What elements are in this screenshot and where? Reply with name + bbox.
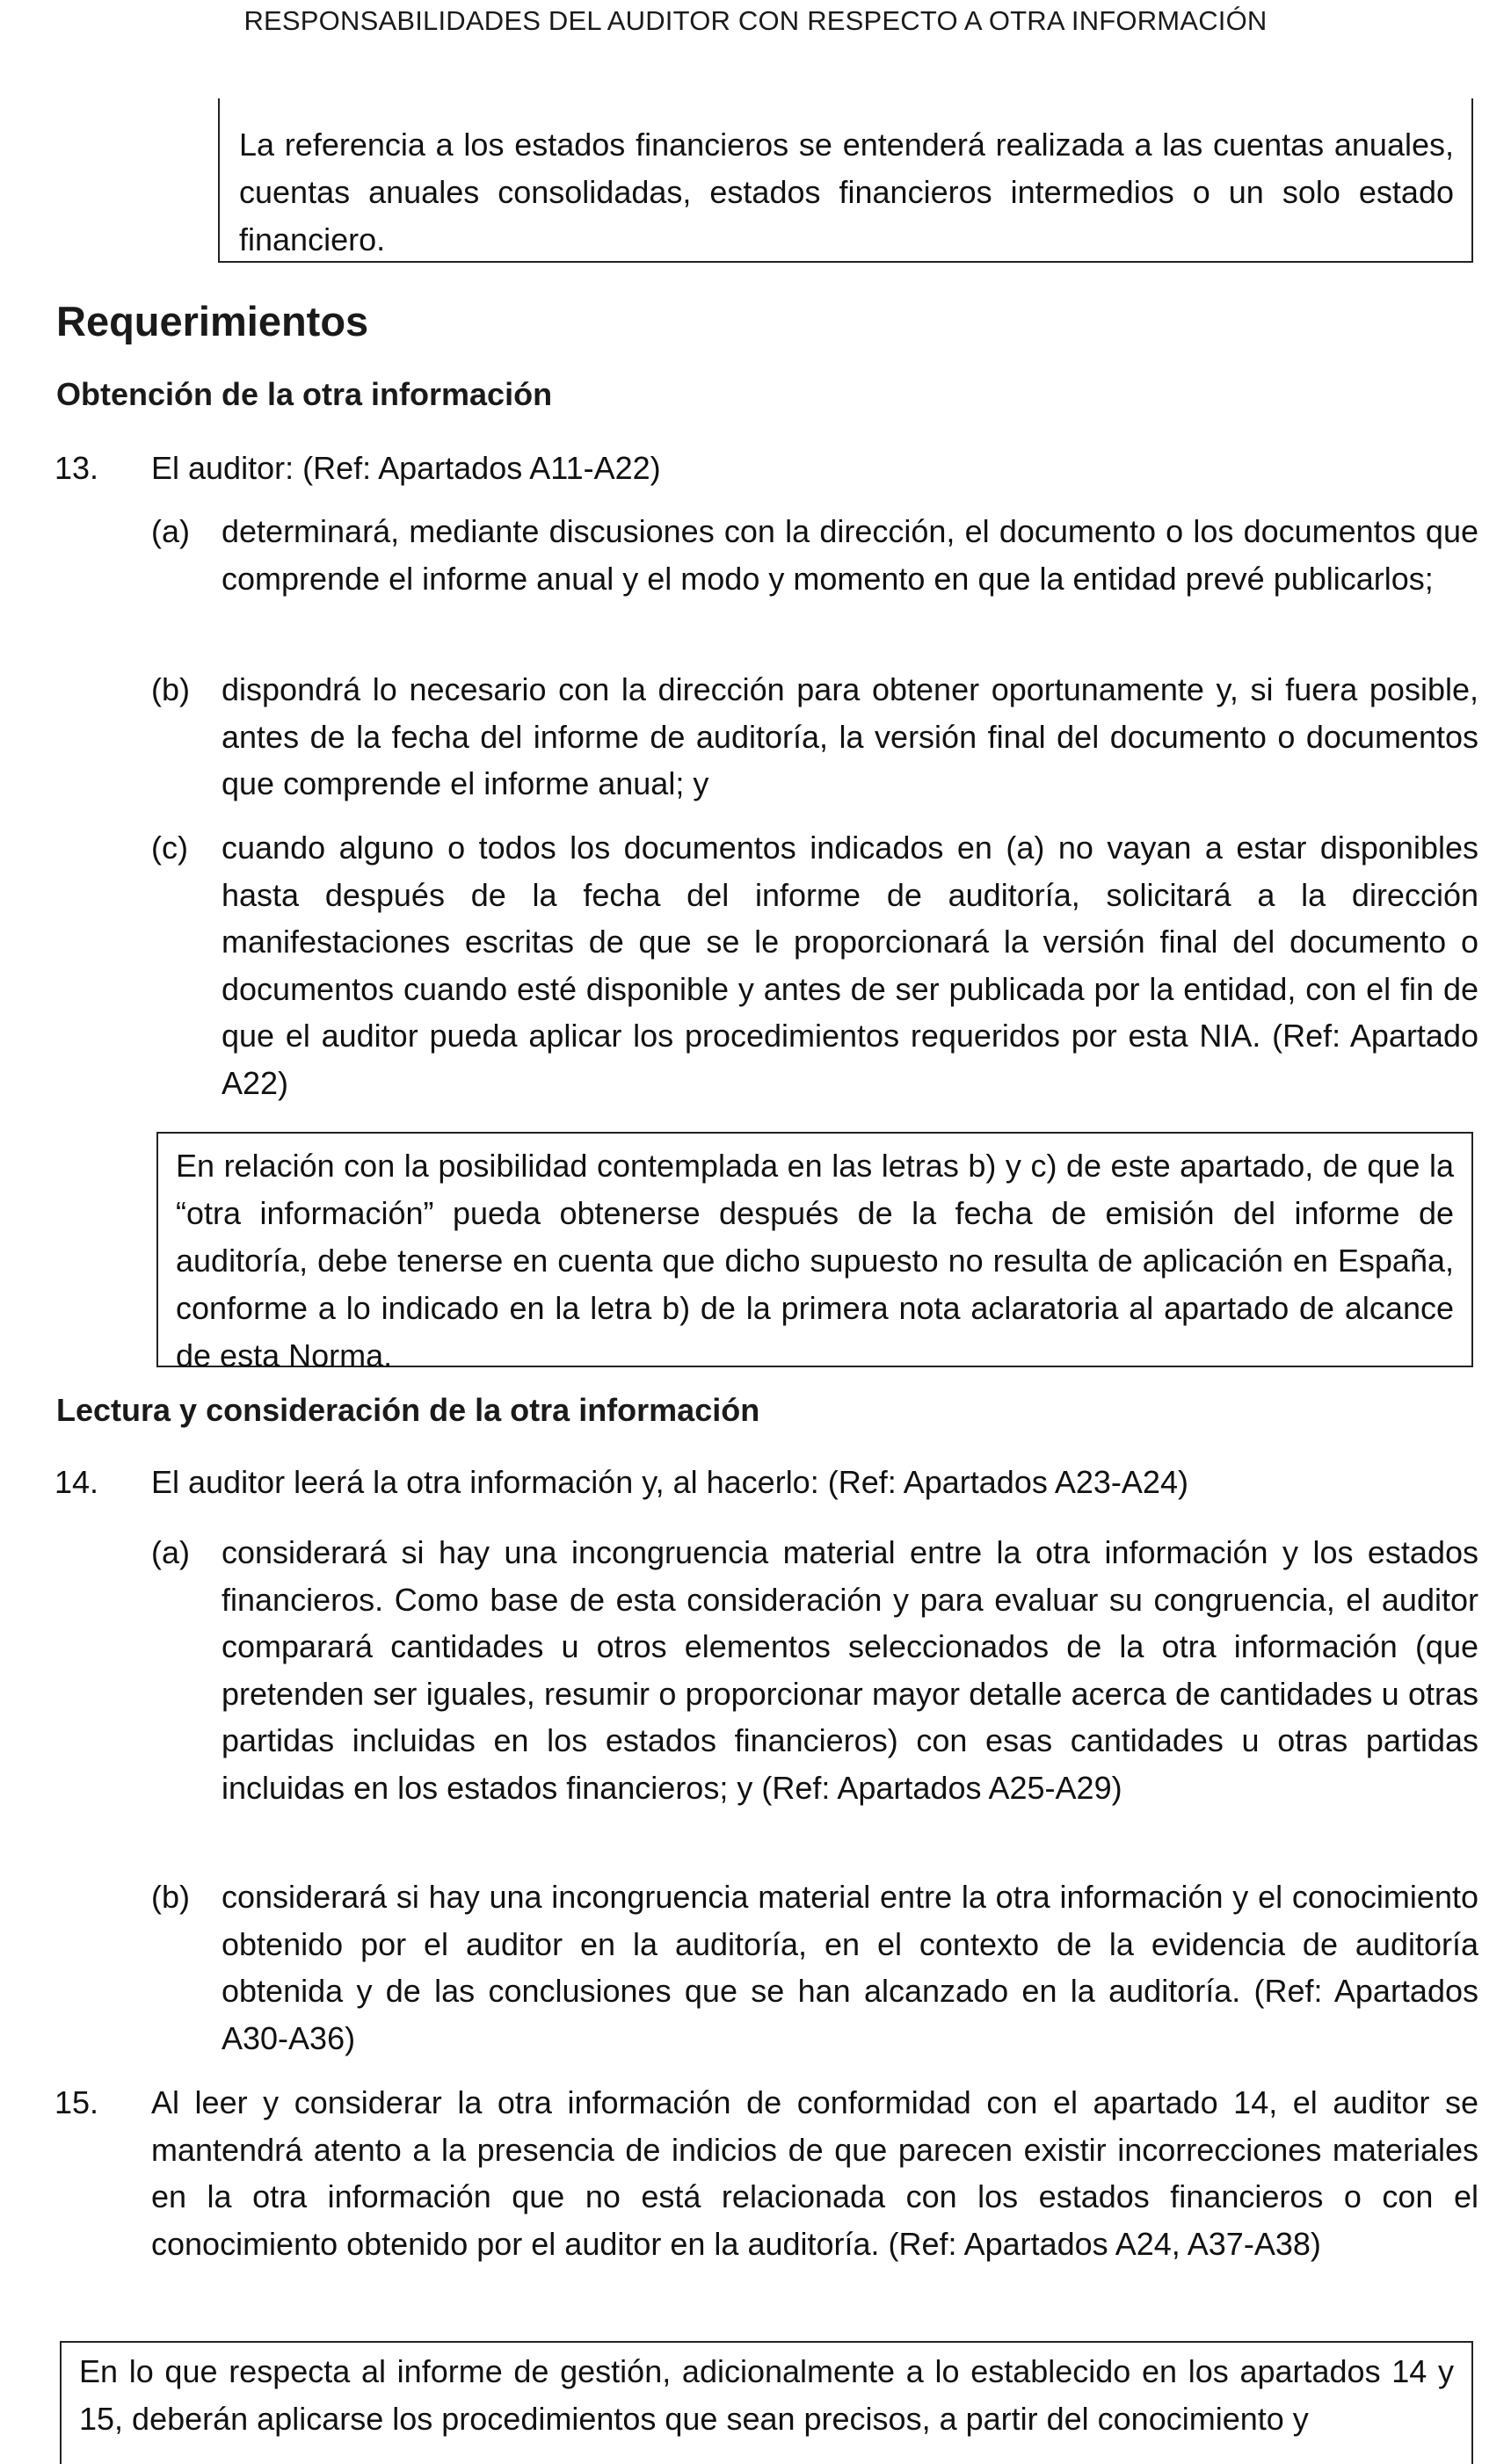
item-text: determinará, mediante discusiones con la dirección, el documento o los documentos que comprende el informe anual y el modo y momento en que la entidad prevé publicarlos;	[222, 513, 1478, 597]
note-box-spain-application	[156, 1132, 1473, 1373]
note-box-financial-statements	[218, 98, 1473, 263]
item-letter: (c)	[151, 830, 188, 866]
item-text: cuando alguno o todos los documentos indicados en (a) no vayan a estar disponibles hasta después de la fecha del informe de auditoría, solicitará a la dirección manifestaciones escritas de que se le proporcionará la versión final del documento o documentos cuando esté disponible y antes de ser publicada por la entidad, con el fin de que el auditor pueda aplicar los procedimientos requeridos por esta NIA. (Ref: Apartado A22)	[222, 830, 1478, 1101]
list-item-13c	[151, 824, 1478, 1106]
list-item-13a	[151, 508, 1478, 602]
paragraph-14	[54, 1459, 1478, 1506]
list-item-13b	[151, 666, 1478, 808]
paragraph-text: Al leer y considerar la otra información de conformidad con el apartado 14, el auditor se mantendrá atento a la presencia de indicios de que parecen existir incorrecciones materiales en la otra información que no está relacionada con los estados financieros o con el conocimiento obtenido por el auditor en la auditoría. (Ref: Apartados A24, A37-A38)	[151, 2084, 1478, 2262]
paragraph-text: El auditor: (Ref: Apartados A11-A22)	[151, 450, 661, 486]
subsection-title-lectura: Lectura y consideración de la otra información	[56, 1392, 760, 1428]
subsection-title-obtencion: Obtención de la otra información	[56, 376, 553, 412]
item-letter: (b)	[151, 1879, 190, 1915]
paragraph-number: 14.	[54, 1464, 99, 1500]
paragraph-number: 15.	[54, 2084, 99, 2120]
item-text: considerará si hay una incongruencia material entre la otra información y los estados financieros. Como base de esta consideración y para evaluar su congruencia, el auditor comparará cantidades u otros elementos seleccionados de la otra información (que pretenden ser iguales, resumir o proporcionar mayor detalle acerca de cantidades u otras partidas incluidas en los estados financieros) con esas cantidades u otras partidas incluidas en los estados financieros; y (Ref: Apartados A25-A29)	[222, 1534, 1478, 1806]
paragraph-number: 13.	[54, 450, 99, 486]
note-text: La referencia a los estados financieros se entenderá realizada a las cuentas anuales, cuentas anuales consolidadas, estados financieros intermedios o un solo estado financiero.	[239, 127, 1454, 257]
item-letter: (b)	[151, 671, 190, 707]
item-text: dispondrá lo necesario con la dirección para obtener oportunamente y, si fuera posible, antes de la fecha del informe de auditoría, la versión final del documento o documentos que comprende el informe anual; y	[222, 671, 1478, 801]
section-title: Requerimientos	[56, 298, 369, 344]
paragraph-13	[54, 445, 1478, 492]
paragraph-15	[54, 2079, 1478, 2267]
list-item-14a	[151, 1529, 1478, 1811]
list-item-14b	[151, 1873, 1478, 2062]
running-header: RESPONSABILIDADES DEL AUDITOR CON RESPECTO A OTRA INFORMACIÓN	[243, 5, 1268, 36]
paragraph-text: El auditor leerá la otra información y, al hacerlo: (Ref: Apartados A23-A24)	[151, 1464, 1188, 1500]
item-letter: (a)	[151, 513, 190, 549]
item-letter: (a)	[151, 1534, 190, 1570]
note-text: En relación con la posibilidad contemplada en las letras b) y c) de este apartado, de que la “otra información” pueda obtenerse después de la fecha de emisión del informe de auditoría, debe tenerse en cuenta que dicho supuesto no resulta de aplicación en España, conforme a lo indicado en la letra b) de la primera nota aclaratoria al apartado de alcance de esta Norma.	[176, 1148, 1454, 1373]
note-text: En lo que respecta al informe de gestión, adicionalmente a lo establecido en los apartados 14 y 15, deberán aplicarse los procedimientos que sean precisos, a partir del conocimiento y	[79, 2353, 1454, 2437]
note-box-management-report	[60, 2341, 1473, 2464]
item-text: considerará si hay una incongruencia material entre la otra información y el conocimiento obtenido por el auditor en la auditoría, en el contexto de la evidencia de auditoría obtenida y de las conclusiones que se han alcanzado en la auditoría. (Ref: Apartados A30-A36)	[222, 1879, 1478, 2056]
